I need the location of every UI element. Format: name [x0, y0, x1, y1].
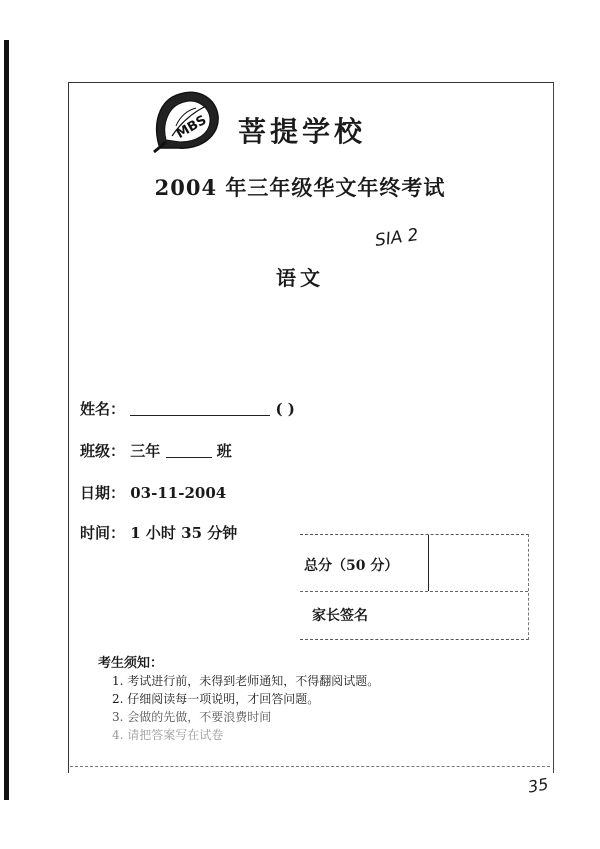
name-parens: ( )	[275, 400, 295, 418]
school-logo	[150, 86, 222, 156]
subject-title: 语文	[276, 266, 324, 290]
handwritten-note: SIA 2	[373, 225, 420, 251]
name-field	[80, 398, 295, 419]
page-frame-bottom	[70, 766, 550, 767]
parent-signature-label: 家长签名	[312, 608, 368, 624]
class-label: 班级：	[80, 442, 126, 460]
class-prefix: 三年	[130, 442, 161, 460]
binding-edge	[4, 40, 9, 800]
score-row-divider	[300, 591, 528, 592]
notice-item: 4. 请把答案写在试卷	[112, 728, 224, 742]
notice-item: 1. 考试进行前，未得到老师通知，不得翻阅试题。	[112, 674, 380, 688]
time-field	[80, 522, 237, 543]
time-value: 1 小时 35 分钟	[130, 524, 238, 542]
notice-title: 考生须知：	[98, 656, 164, 671]
class-field	[80, 440, 232, 461]
time-label: 时间：	[80, 524, 126, 542]
score-divider	[428, 535, 429, 591]
date-field	[80, 482, 226, 503]
school-name: 菩提学校	[238, 115, 367, 148]
date-value: 03-11-2004	[130, 484, 227, 502]
score-box	[300, 534, 529, 640]
exam-title: 2004 年三年级华文年终考试	[154, 175, 446, 200]
page-mark: 35	[526, 774, 550, 797]
total-score-label: 总分（50 分）	[304, 558, 399, 574]
name-label: 姓名：	[80, 400, 126, 418]
notice-item: 2. 仔细阅读每一项说明，才回答问题。	[112, 692, 320, 706]
notice-item: 3. 会做的先做，不要浪费时间	[112, 710, 272, 724]
class-suffix: 班	[216, 442, 232, 460]
date-label: 日期：	[80, 484, 126, 502]
class-blank[interactable]	[166, 443, 212, 458]
school-logo-text: MBS	[173, 112, 210, 142]
notice-list	[112, 672, 379, 744]
name-blank[interactable]	[130, 401, 270, 416]
